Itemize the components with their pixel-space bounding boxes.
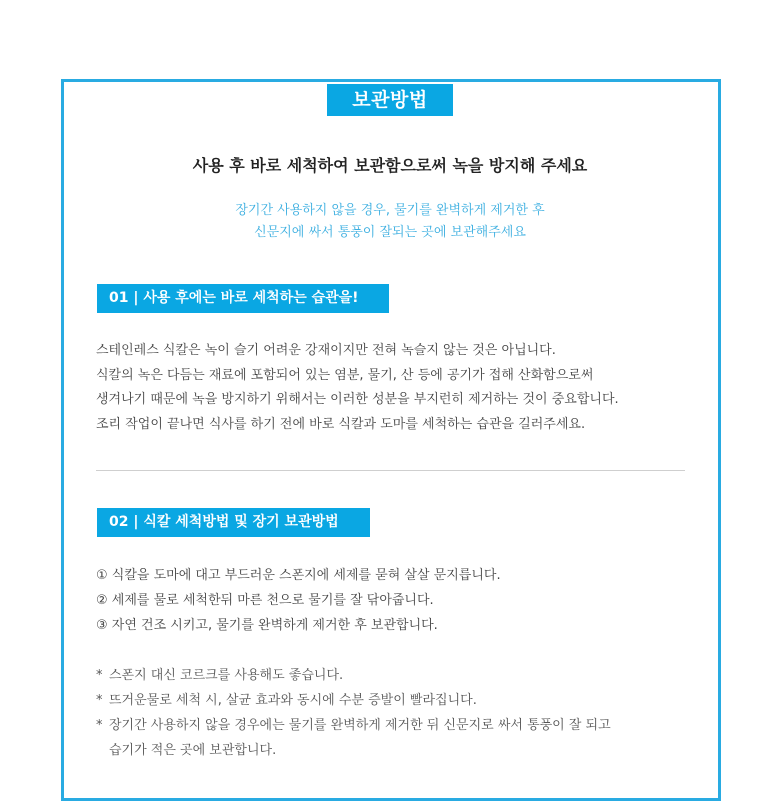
cleaning-steps-list — [96, 563, 501, 638]
paragraph-line: 스테인레스 식칼은 녹이 슬기 어려운 강재이지만 전혀 녹슬지 않는 것은 아닙니다. — [96, 343, 556, 358]
note-star: * — [96, 668, 103, 683]
section-divider — [96, 470, 685, 471]
note-star: * — [96, 718, 103, 733]
step-item: ② 세제를 물로 세척한뒤 마른 천으로 물기를 잘 닦아줍니다. — [96, 593, 434, 608]
subtext-line: 신문지에 싸서 통풍이 잘되는 곳에 보관해주세요 — [254, 225, 526, 240]
subtext — [0, 200, 780, 244]
step-item: ① 식칼을 도마에 대고 부드러운 스폰지에 세제를 묻혀 살살 문지릅니다. — [96, 568, 501, 583]
section-2-badge: 02 | 식칼 세척방법 및 장기 보관방법 — [97, 508, 370, 537]
paragraph-line: 조리 작업이 끝나면 식사를 하기 전에 바로 식칼과 도마를 세척하는 습관을 길러주세요. — [96, 416, 586, 432]
headline: 사용 후 바로 세척하여 보관함으로써 녹을 방지해 주세요 — [192, 156, 588, 175]
note-star: * — [96, 693, 103, 708]
paragraph-line: 식칼의 녹은 다듬는 재료에 포함되어 있는 염분, 물기, 산 등에 공기가 접해 산화함으로써 — [96, 367, 594, 383]
note-item — [96, 663, 611, 688]
paragraph-line: 생겨나기 때문에 녹을 방지하기 위해서는 이러한 성분을 부지런히 제거하는 것이 중요합니다. — [96, 392, 619, 407]
section-1-badge: 01 | 사용 후에는 바로 세척하는 습관을! — [97, 284, 389, 313]
notes-list — [96, 663, 611, 763]
note-item — [96, 713, 611, 763]
step-item: ③ 자연 건조 시키고, 물기를 완벽하게 제거한 후 보관합니다. — [96, 618, 438, 633]
section-1-paragraph — [96, 339, 619, 437]
note-line: 뜨거운물로 세척 시, 살균 효과와 동시에 수분 증발이 빨라집니다. — [109, 693, 477, 708]
note-line: 장기간 사용하지 않을 경우에는 물기를 완벽하게 제거한 뒤 신문지로 싸서 통풍이 잘 되고 — [109, 718, 611, 733]
note-line: 스폰지 대신 코르크를 사용해도 좋습니다. — [109, 668, 344, 683]
note-line: 습기가 적은 곳에 보관합니다. — [109, 743, 277, 758]
subtext-line: 장기간 사용하지 않을 경우, 물기를 완벽하게 제거한 후 — [235, 203, 545, 218]
page-title: 보관방법 — [327, 84, 453, 116]
note-item — [96, 688, 611, 713]
